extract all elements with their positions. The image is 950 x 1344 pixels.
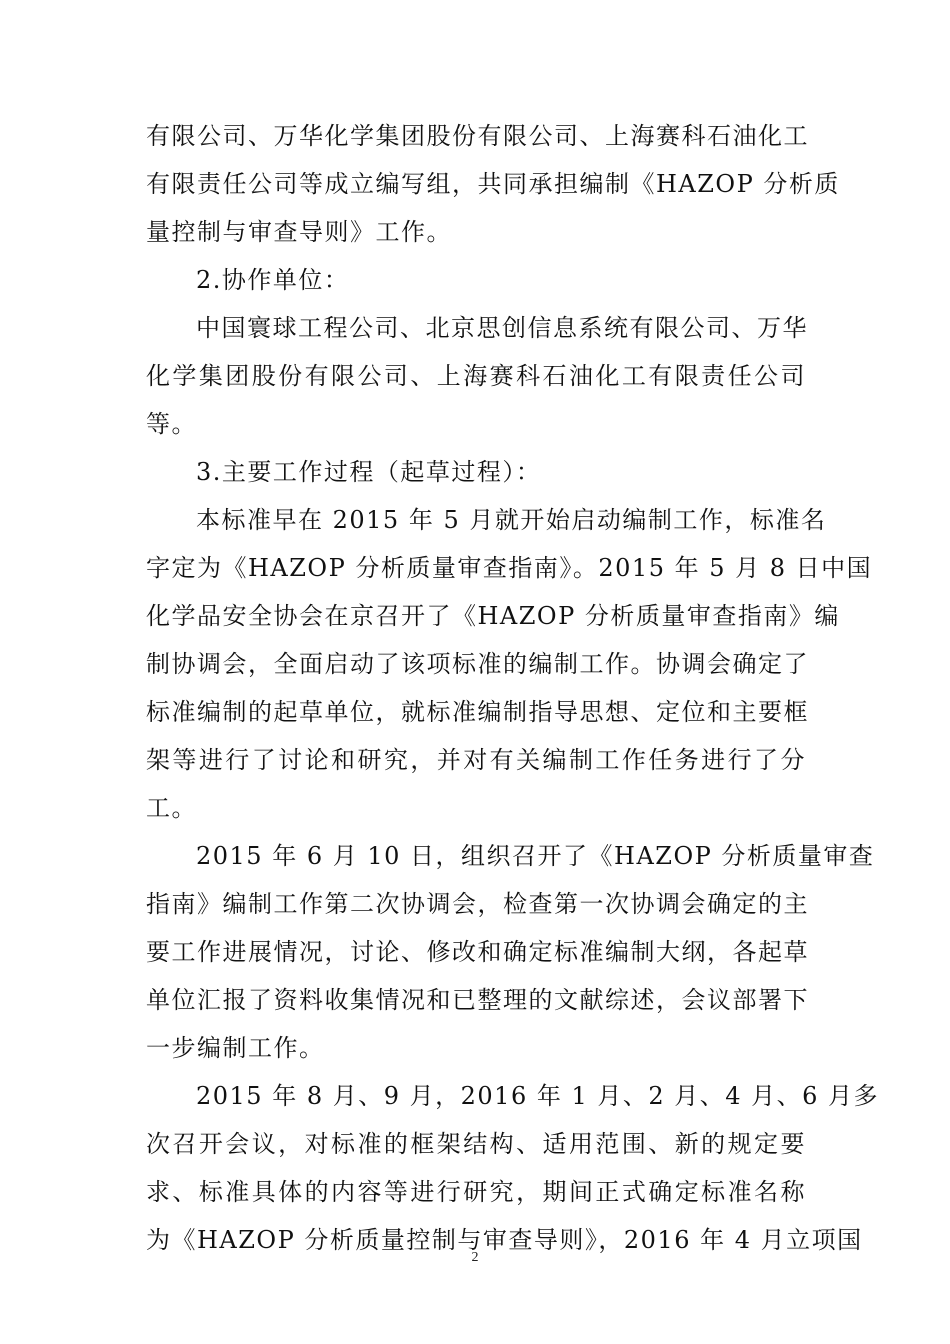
section-heading: 3.主要工作过程（起草过程）：: [196, 458, 542, 486]
text-line: 一步编制工作。: [146, 1034, 325, 1062]
text-line: 指南》编制工作第二次协调会，检查第一次协调会确定的主: [146, 890, 809, 918]
text-line: 为《HAZOP 分析质量控制与审查导则》，2016 年 4 月立项国: [146, 1226, 863, 1254]
text-line: 次召开会议，对标准的框架结构、适用范围、新的规定要: [146, 1130, 806, 1158]
text-line: 标准编制的起草单位，就标准编制指导思想、定位和主要框: [146, 698, 809, 726]
text-line: 等。: [146, 410, 197, 438]
section-heading: 2.协作单位：: [196, 266, 350, 294]
text-line: 字定为《HAZOP 分析质量审查指南》。2015 年 5 月 8 日中国: [146, 554, 873, 582]
text-line: 要工作进展情况，讨论、修改和确定标准编制大纲，各起草: [146, 938, 809, 966]
text-line: 化学品安全协会在京召开了《HAZOP 分析质量审查指南》编: [146, 602, 840, 630]
text-line: 本标准早在 2015 年 5 月就开始启动编制工作，标准名: [196, 506, 827, 534]
text-line: 量控制与审查导则》工作。: [146, 218, 452, 246]
text-line: 化学集团股份有限公司、上海赛科石油化工有限责任公司: [146, 362, 806, 390]
text-line: 有限责任公司等成立编写组，共同承担编制《HAZOP 分析质: [146, 170, 840, 198]
text-line: 工。: [146, 794, 197, 822]
text-line: 求、标准具体的内容等进行研究，期间正式确定标准名称: [146, 1178, 806, 1206]
text-line: 2015 年 8 月、9 月，2016 年 1 月、2 月、4 月、6 月多: [196, 1082, 880, 1110]
text-line: 单位汇报了资料收集情况和已整理的文献综述，会议部署下: [146, 986, 809, 1014]
text-line: 架等进行了讨论和研究，并对有关编制工作任务进行了分: [146, 746, 806, 774]
page-number: 2: [471, 1250, 479, 1265]
text-line: 2015 年 6 月 10 日，组织召开了《HAZOP 分析质量审查: [196, 842, 875, 870]
text-line: 有限公司、万华化学集团股份有限公司、上海赛科石油化工: [146, 122, 809, 150]
text-line: 制协调会，全面启动了该项标准的编制工作。协调会确定了: [146, 650, 809, 678]
text-line: 中国寰球工程公司、北京思创信息系统有限公司、万华: [196, 314, 808, 342]
